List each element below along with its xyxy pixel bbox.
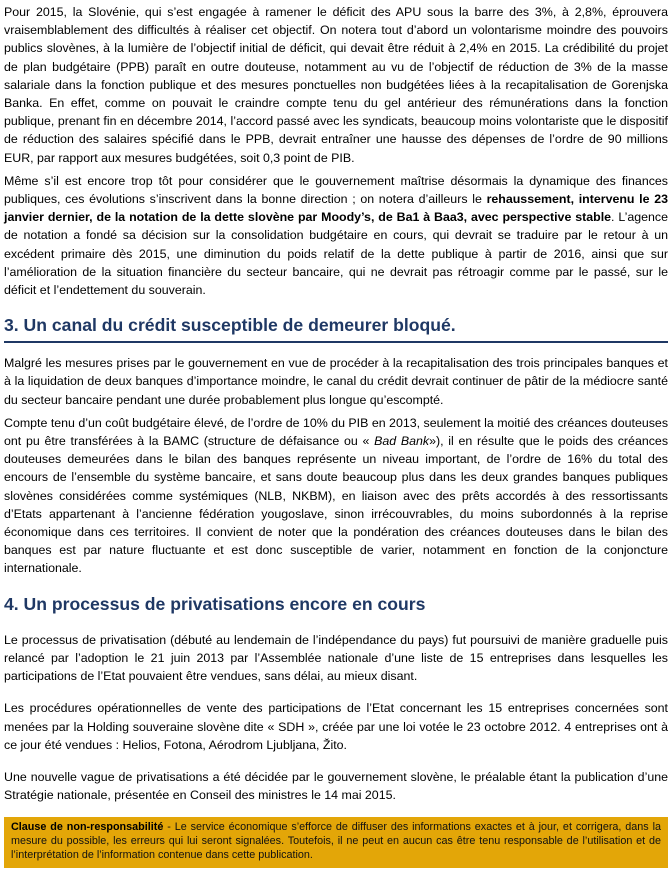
disclaimer-box xyxy=(4,817,668,868)
italic-bad-bank: Bad Bank xyxy=(374,434,430,449)
paragraph-sdh-holding: Les procédures opérationnelles de vente des participations de l’Etat concernant les 15 entreprises concernées sont menées par la Holding souveraine slovène dite « SDH », créée par une loi votée le 23 octobre 2012. 4 entreprises ont à ce jour été vendues : Helios, Fotona, Aérodrom Ljubljana, Žito. xyxy=(4,701,668,752)
bold-moodys-upgrade: rehaussement, intervenu le 23 janvier dernier, de la notation de la dette slovène par Moody’s, de Ba1 à Baa3, avec perspective stable xyxy=(4,192,668,225)
paragraph-text: Compte tenu d’un coût budgétaire élevé, de l’ordre de 10% du PIB en 2013, seulement la moitié des créances douteuses ont pu être transférées à la BAMC (structure de défaisance ou « xyxy=(4,415,669,449)
heading-rule xyxy=(4,341,668,343)
paragraph-deficit-2015: Pour 2015, la Slovénie, qui s’est engagée à ramener le déficit des APU sous la barre des 3%, à 2,8%, éprouvera vraisemblablement des difficultés à réaliser cet objectif. On notera tout d’abord un volontarisme moindre des pouvoirs publics slovènes, à la lumière de l’objectif initial de déficit, qui devait être réduit à 2,4% en 2015. La crédibilité du projet de plan budgétaire (PPB) paraît en outre douteuse, notamment au vu de l’objectif de réduction de 3% de la masse salariale dans la fonction publique et des mesures ponctuelles non budgétées liées à la recapitalisation de Gorenjska Banka. En effet, comme on pouvait le craindre compte tenu du gel antérieur des rémunérations dans la fonction publique, prenant fin en décembre 2014, l’accord passé avec les syndicats, beaucoup moins volontariste que le dispositif de réduction des salaires spécifié dans le PPB, devrait entraîner une hausse des dépenses de l’ordre de 90 millions EUR, par rapport aux mesures budgétées, soit 0,3 point de PIB. xyxy=(4,5,668,165)
paragraph-text: . L’agence de notation a fondé sa décision sur la consolidation budgétaire en cours, qui devrait se traduire par le retour à un excédent primaire dès 2015, une diminution du poids relatif de la dette publique à partir de 2016, ainsi que sur l’amélioration de la situation financière du secteur bancaire, qui ne devrait pas rétroagir comme par le passé, sur le déficit et l’endettement du souverain. xyxy=(4,210,668,298)
disclaimer-separator: - xyxy=(163,821,175,834)
disclaimer-body: Le service économique s’efforce de diffuser des informations exactes et à jour, et corrigera, dans la mesure du possible, les erreurs qui lui seront signalées. Toutefois, il ne peut en aucun cas être tenu responsable de l’utilisation et de l’interprétation de l’information contenue dans cette publication. xyxy=(11,821,661,861)
disclaimer-title: Clause de non-responsabilité xyxy=(11,821,164,834)
section-heading-3-credit-channel: 3. Un canal du crédit susceptible de demeurer bloqué. xyxy=(4,315,456,336)
paragraph-bad-bank xyxy=(4,414,668,578)
paragraph-text: Même s’il est encore trop tôt pour considérer que le gouvernement maîtrise désormais la dynamique des finances publiques, ces évolutions s’inscrivent dans la bonne direction ; on notera d’ailleurs le xyxy=(4,173,668,207)
paragraph-privatisation-process: Le processus de privatisation (débuté au lendemain de l’indépendance du pays) fut poursuivi de manière graduelle puis relancé par l’adoption le 21 juin 2013 par l’Assemblée nationale d’une liste de 15 entreprises dans lesquelles les participations de l’Etat pouvaient être vendues, sans délai, au mieux disant. xyxy=(4,632,668,684)
section-heading-4-privatisations: 4. Un processus de privatisations encore en cours xyxy=(4,593,426,614)
paragraph-bank-recapitalisation: Malgré les mesures prises par le gouvernement en vue de procéder à la recapitalisation des trois principales banques et à la liquidation de deux banques d’importance moindre, le canal du crédit devrait continuer de pâtir de la médiocre santé du secteur bancaire pendant une durée probablement plus longue qu’escompté. xyxy=(4,356,668,407)
paragraph-moodys-rating xyxy=(4,172,668,299)
paragraph-text: »), il en résulte que le poids des créances douteuses demeurées dans le bilan des banques représente un niveau important, de l’ordre de 16% du total des encours de l’ensemble du système bancaire, et sans doute beaucoup plus dans les deux grandes banques publiques slovènes considérées comme systémiques (NLB, NKBM), en liaison avec des prêts accordés à des ressortissants d’Etats appartenant à l’ancienne fédération yougoslave, sinon irrécouvrables, du moins subordonnés à la reprise économique dans ces territoires. Il convient de noter que la pondération des créances douteuses dans le bilan des banques est par nature fluctuante et est donc susceptible de varier, notamment en fonction de la conjoncture internationale. xyxy=(4,434,669,576)
paragraph-new-privatisation-wave: Une nouvelle vague de privatisations a été décidée par le gouvernement slovène, le préalable étant la publication d’une Stratégie nationale, présentée en Conseil des ministres le 14 mai 2015. xyxy=(4,769,668,803)
